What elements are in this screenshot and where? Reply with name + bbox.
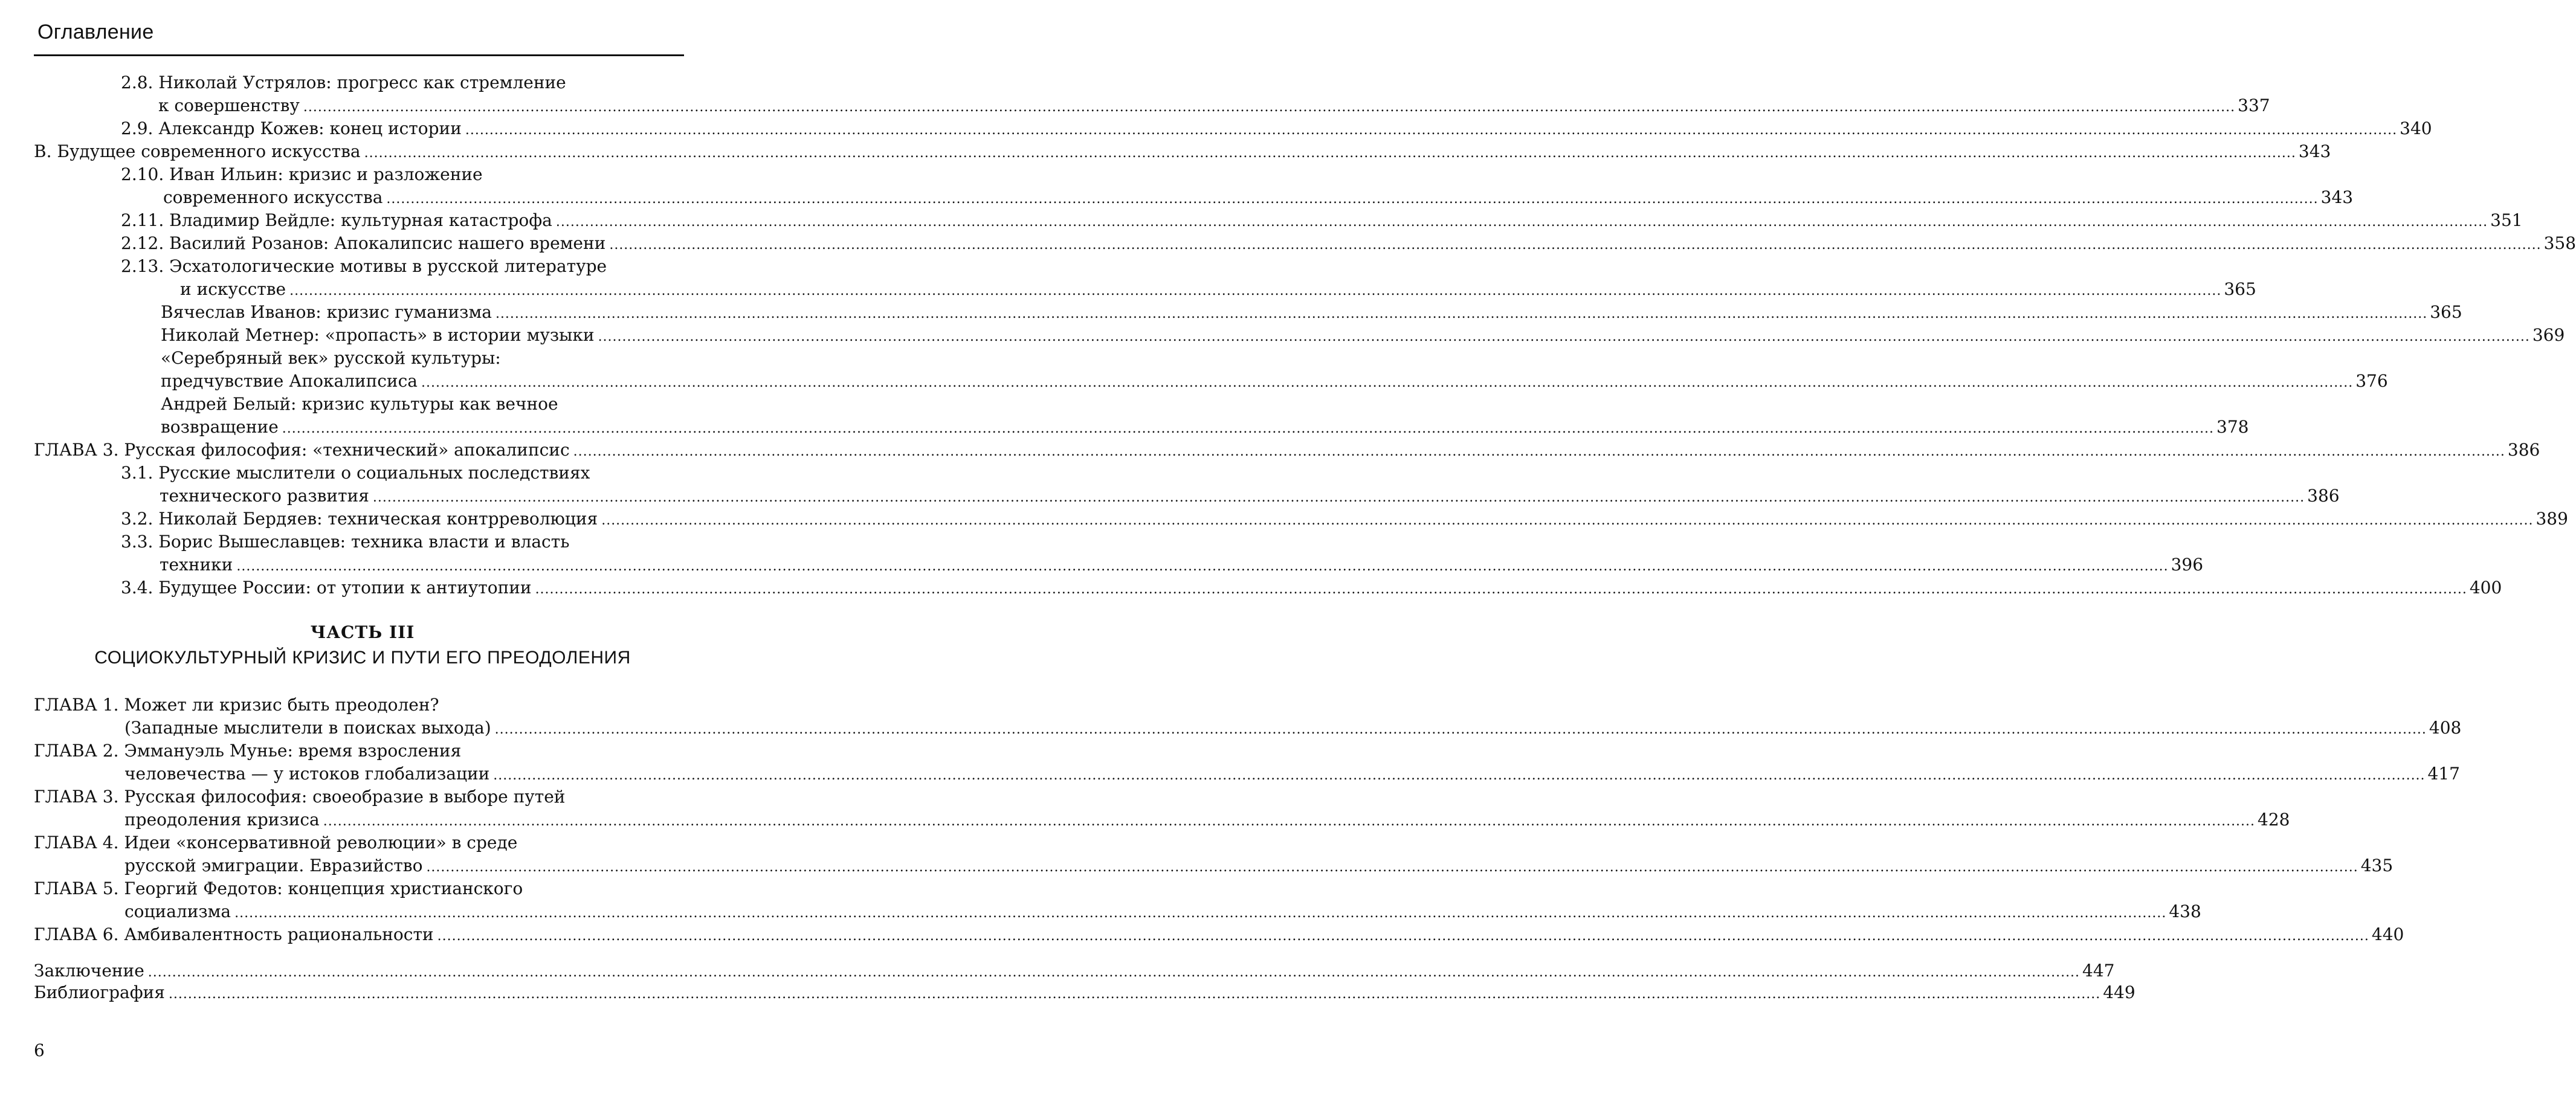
dot-leader: ................................................................................................................................................................................................................................................................................................................................................................................................................	[236, 559, 2169, 574]
dot-leader: ................................................................................................................................................................................................................................................................................................................................................................................................................	[609, 237, 2542, 253]
toc-entry-line: 3.3. Борис Вышеславцев: техника власти и власть	[121, 532, 570, 552]
dot-leader: ................................................................................................................................................................................................................................................................................................................................................................................................................	[364, 146, 2296, 161]
dot-leader: ................................................................................................................................................................................................................................................................................................................................................................................................................	[494, 722, 2427, 737]
dot-leader: ................................................................................................................................................................................................................................................................................................................................................................................................................	[323, 814, 2256, 829]
toc-entry-line	[124, 762, 2460, 785]
dot-leader: ................................................................................................................................................................................................................................................................................................................................................................................................................	[421, 375, 2354, 390]
toc-entry-title: преодоления кризиса	[124, 810, 320, 830]
toc-entry-line	[124, 854, 2394, 877]
toc-page-number: 440	[2371, 924, 2404, 944]
dot-leader: ................................................................................................................................................................................................................................................................................................................................................................................................................	[495, 306, 2428, 321]
toc-entry-line	[160, 485, 2340, 508]
toc-entry-line	[161, 370, 2388, 393]
toc-page-number: 376	[2355, 371, 2388, 391]
toc-entry-title: 2.11. Владимир Вейдле: культурная катастрофа	[121, 210, 552, 230]
toc-entry-line	[161, 301, 2462, 324]
toc-entry-line	[180, 278, 2256, 301]
toc-page-number: 358	[2543, 233, 2576, 253]
toc-entry-title: современного искусства	[163, 187, 383, 207]
dot-leader: ................................................................................................................................................................................................................................................................................................................................................................................................................	[303, 100, 2236, 115]
toc-entry-line: 3.1. Русские мыслители о социальных последствиях	[121, 463, 590, 483]
dot-leader: ................................................................................................................................................................................................................................................................................................................................................................................................................	[598, 329, 2530, 344]
toc-page-number: 365	[2430, 302, 2462, 322]
toc-entry-line	[124, 808, 2290, 831]
dot-leader: ................................................................................................................................................................................................................................................................................................................................................................................................................	[289, 283, 2222, 298]
toc-page-number: 343	[2298, 141, 2331, 161]
toc-page-number: 386	[2307, 486, 2340, 506]
toc-entry-title: к совершенству	[158, 95, 300, 115]
toc-entry-title: В. Будущее современного искусства	[34, 141, 361, 161]
toc-entry-title: 3.2. Николай Бердяев: техническая контрреволюция	[121, 509, 598, 529]
toc-entry-title: технического развития	[160, 486, 369, 506]
page-number: 6	[34, 1040, 45, 1060]
toc-entry-title: Заключение	[34, 961, 144, 981]
toc-entry-line	[124, 900, 2201, 923]
dot-leader: ................................................................................................................................................................................................................................................................................................................................................................................................................	[535, 582, 2467, 597]
toc-page-number: 389	[2536, 509, 2568, 529]
dot-leader: ................................................................................................................................................................................................................................................................................................................................................................................................................	[555, 214, 2488, 230]
header-rule	[34, 54, 684, 56]
toc-page-number: 369	[2532, 325, 2565, 345]
toc-page-number: 343	[2320, 187, 2354, 207]
toc-entry-title: и искусстве	[180, 279, 286, 299]
dot-leader: ................................................................................................................................................................................................................................................................................................................................................................................................................	[426, 860, 2358, 875]
dot-leader: ................................................................................................................................................................................................................................................................................................................................................................................................................	[147, 965, 2080, 980]
toc-page-number: 351	[2490, 210, 2523, 230]
dot-leader: ................................................................................................................................................................................................................................................................................................................................................................................................................	[437, 929, 2369, 944]
dot-leader: ................................................................................................................................................................................................................................................................................................................................................................................................................	[282, 421, 2215, 436]
toc-entry-line	[124, 717, 2462, 740]
toc-entry-line	[161, 324, 2565, 347]
toc-page-number: 428	[2258, 810, 2290, 830]
toc-page-number: 365	[2224, 279, 2256, 299]
dot-leader: ................................................................................................................................................................................................................................................................................................................................................................................................................	[573, 444, 2505, 459]
toc-entry-title: 3.4. Будущее России: от утопии к антиутопии	[121, 578, 532, 598]
running-head: Оглавление	[37, 21, 154, 44]
toc-page-number: 396	[2171, 555, 2204, 575]
toc-entry-line: ГЛАВА 5. Георгий Федотов: концепция христианского	[34, 878, 523, 898]
toc-entry-title: предчувствие Апокалипсиса	[161, 371, 418, 391]
toc-entry-line	[161, 416, 2249, 439]
toc-entry-line: ГЛАВА 3. Русская философия: своеобразие в выборе путей	[34, 787, 566, 807]
toc-page-number: 408	[2429, 718, 2462, 738]
dot-leader: ................................................................................................................................................................................................................................................................................................................................................................................................................	[234, 906, 2167, 921]
toc-page-number: 447	[2082, 961, 2115, 981]
part-number: ЧАСТЬ III	[310, 622, 415, 642]
toc-entry-line	[121, 508, 2568, 530]
toc-page-number: 400	[2469, 578, 2502, 598]
toc-entry-line	[121, 209, 2523, 232]
toc-entry-line	[163, 186, 2354, 209]
toc-entry-line: 2.8. Николай Устрялов: прогресс как стремление	[121, 73, 566, 92]
toc-entry-line: ГЛАВА 1. Может ли кризис быть преодолен?	[34, 695, 439, 715]
toc-entry-title: ГЛАВА 6. Амбивалентность рациональности	[34, 924, 434, 944]
toc-entry-line	[121, 232, 2576, 255]
toc-entry-title: 2.9. Александр Кожев: конец истории	[121, 118, 462, 138]
toc-entry-title: (Западные мыслители в поисках выхода)	[124, 718, 491, 738]
toc-entry-title: Николай Метнер: «пропасть» в истории музыки	[161, 325, 595, 345]
toc-entry-title: возвращение	[161, 417, 279, 437]
toc-entry-line	[34, 981, 2135, 1004]
toc-entry-line	[160, 553, 2204, 576]
toc-page-number: 340	[2400, 118, 2432, 138]
toc-entry-line: Андрей Белый: кризис культуры как вечное	[161, 394, 558, 414]
toc-entry-line: ГЛАВА 2. Эммануэль Мунье: время взросления	[34, 741, 462, 761]
toc-entry-line: 2.13. Эсхатологические мотивы в русской литературе	[121, 256, 607, 276]
dot-leader: ................................................................................................................................................................................................................................................................................................................................................................................................................	[493, 768, 2426, 783]
toc-page-number: 337	[2238, 95, 2270, 115]
toc-page-number: 438	[2169, 901, 2201, 921]
toc-entry-line	[34, 923, 2404, 946]
dot-leader: ................................................................................................................................................................................................................................................................................................................................................................................................................	[601, 513, 2534, 528]
dot-leader: ................................................................................................................................................................................................................................................................................................................................................................................................................	[386, 192, 2319, 207]
toc-page-number: 386	[2507, 440, 2540, 460]
toc-page-number: 449	[2103, 982, 2135, 1002]
part-title: СОЦИОКУЛЬТУРНЫЙ КРИЗИС И ПУТИ ЕГО ПРЕОДОЛЕНИЯ	[94, 648, 631, 668]
toc-entry-title: человечества — у истоков глобализации	[124, 764, 490, 784]
toc-entry-title: 2.12. Василий Розанов: Апокалипсис нашего времени	[121, 233, 606, 253]
toc-entry-line	[34, 439, 2540, 462]
toc-page-number: 435	[2360, 856, 2394, 875]
toc-entry-title: Библиография	[34, 982, 165, 1002]
dot-leader: ................................................................................................................................................................................................................................................................................................................................................................................................................	[168, 987, 2101, 1002]
toc-entry-line	[158, 94, 2270, 117]
dot-leader: ................................................................................................................................................................................................................................................................................................................................................................................................................	[372, 490, 2305, 505]
toc-entry-title: социализма	[124, 901, 231, 921]
dot-leader: ................................................................................................................................................................................................................................................................................................................................................................................................................	[465, 123, 2398, 138]
toc-entry-title: Вячеслав Иванов: кризис гуманизма	[161, 302, 492, 322]
toc-entry-line	[121, 576, 2502, 599]
toc-page-number: 378	[2216, 417, 2249, 437]
toc-entry-line	[121, 117, 2432, 140]
toc-entry-line: 2.10. Иван Ильин: кризис и разложение	[121, 164, 483, 184]
toc-entry-title: техники	[160, 555, 233, 575]
toc-entry-line: «Серебряный век» русской культуры:	[161, 348, 501, 368]
toc-entry-line: ГЛАВА 4. Идеи «консервативной революции» в среде	[34, 833, 518, 853]
toc-entry-title: ГЛАВА 3. Русская философия: «технический» апокалипсис	[34, 440, 570, 460]
toc-page-number: 417	[2427, 764, 2460, 784]
toc-entry-line	[34, 140, 2331, 163]
toc-entry-line	[34, 959, 2115, 982]
toc-entry-title: русской эмиграции. Евразийство	[124, 856, 423, 875]
